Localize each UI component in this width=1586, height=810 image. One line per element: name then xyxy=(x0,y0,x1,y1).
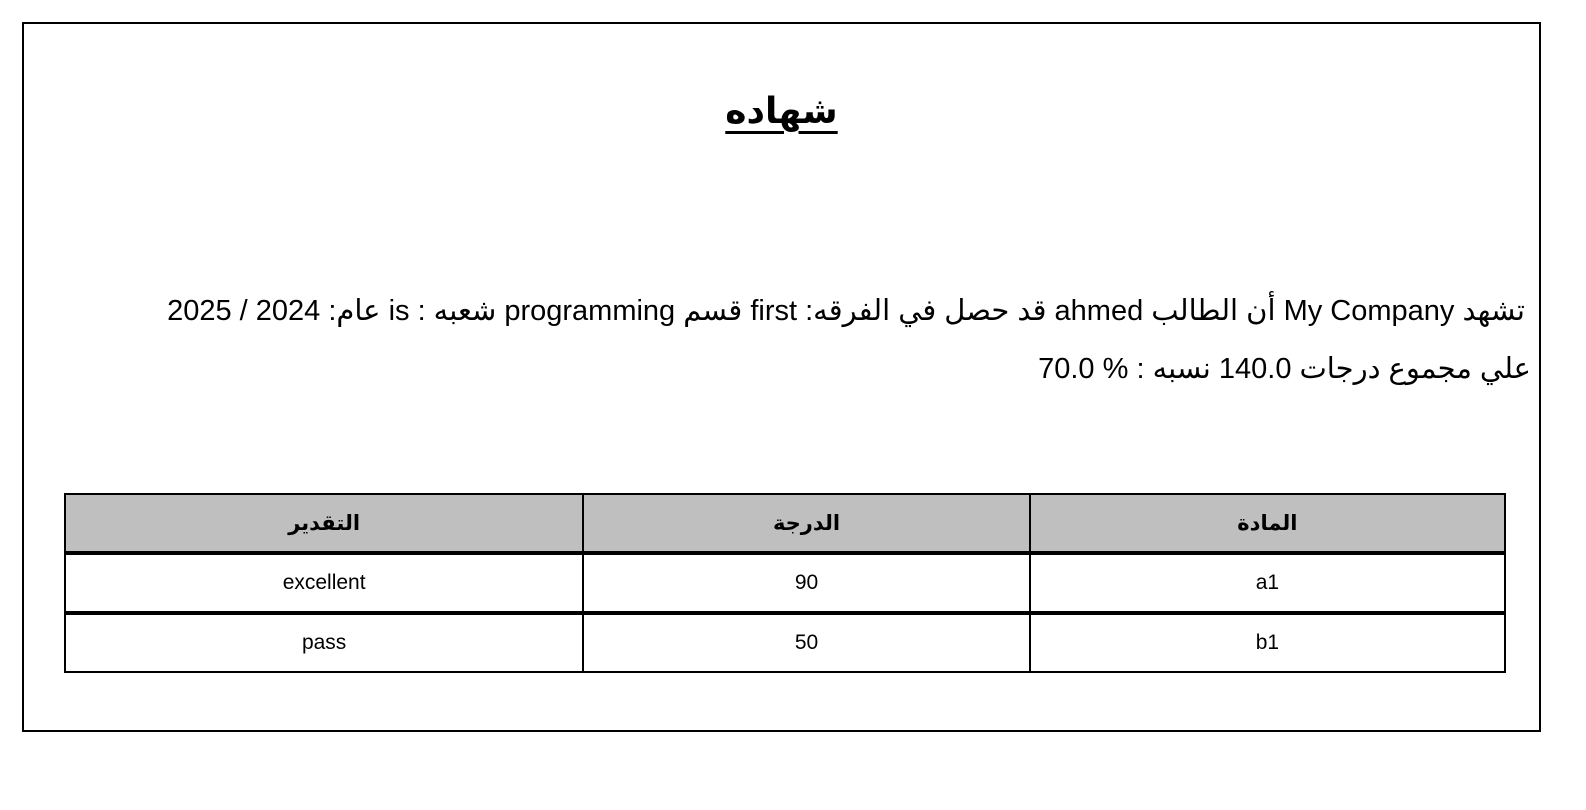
grades-table xyxy=(64,493,1506,673)
rating-cell: excellent xyxy=(65,553,583,613)
certificate-title-text: شهاده xyxy=(725,91,838,132)
certificate-title xyxy=(24,90,1539,133)
subject-cell: b1 xyxy=(1030,613,1505,672)
rating-column-header: التقدير xyxy=(65,494,583,553)
grades-table-header-row xyxy=(65,494,1505,553)
grade-cell: 50 xyxy=(583,613,1030,672)
grade-column-header: الدرجة xyxy=(583,494,1030,553)
certificate-statement-line-1: تشهد My Company أن الطالب ahmed قد حصل في الفرقه: first قسم programming شعبه : is عام: 2024 / 2025 xyxy=(167,295,1525,327)
certificate-statement-line-2: علي مجموع درجات 140.0 نسبه : % 70.0 xyxy=(1038,353,1531,385)
grades-table-header xyxy=(65,494,1505,553)
grade-cell: 90 xyxy=(583,553,1030,613)
subject-column-header: المادة xyxy=(1030,494,1505,553)
rating-cell: pass xyxy=(65,613,583,672)
table-row xyxy=(65,613,1505,672)
table-row xyxy=(65,553,1505,613)
certificate-frame xyxy=(22,22,1541,732)
grades-table-body xyxy=(65,553,1505,672)
subject-cell: a1 xyxy=(1030,553,1505,613)
